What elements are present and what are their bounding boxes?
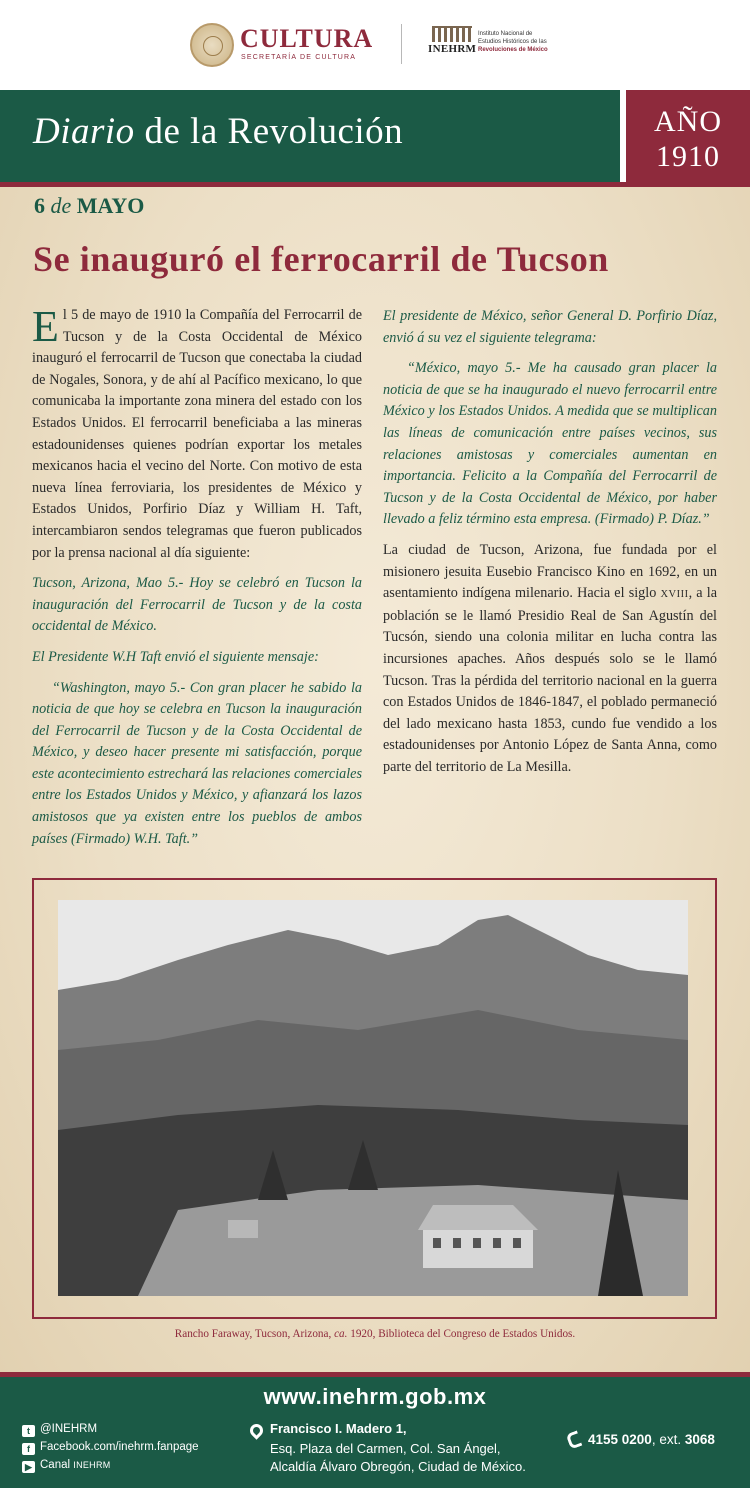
history-text-b: , a la población se le llamó Presidio Real de San Agustín del Tucsón, siendo una colonia militar en lucha contra las incursiones apaches. Años después solo se le llamó Tucson. Tras la pérdida del territorio nacional en la guerra con Estados Unidos de 1846-1847, el poblado permaneció del lado mexicano hasta 1853, cundo fue vendido a los estadounidenses por Antonio López de Santa Anna, como parte del territorio de La Mesilla.: [383, 585, 717, 775]
twitter-handle: @INEHRM: [40, 1423, 98, 1435]
youtube-link[interactable]: [22, 1459, 111, 1473]
quote-taft-intro: El Presidente W.H Taft envió el siguiente mensaje:: [32, 648, 319, 665]
phone-number[interactable]: [588, 1432, 715, 1447]
cultura-logo-text: CULTURA: [240, 24, 374, 53]
youtube-icon: ▶: [22, 1461, 35, 1473]
historical-photo: [58, 900, 688, 1296]
secretaria-text: SECRETARÍA DE CULTURA: [241, 54, 357, 61]
quote-diaz-telegram: “México, mayo 5.- Me ha causado gran placer la noticia de que se ha inaugurado el nuevo ferrocarril entre México y los Estados Unidos. A medida que se multiplican las líneas de comunicación entre países vecinos, sus relaciones amistosas y comerciales aumentan en importancia. Felicito a la Compañía del Ferrocarril de Tucson y de la Costa Occidental de México, por haber llevado a feliz término esta empresa. (Firmado) P. Díaz.”: [383, 360, 717, 528]
drop-cap: E: [32, 302, 59, 351]
window: [453, 1238, 461, 1248]
series-title: [33, 110, 403, 153]
institute-line-2: Estudios Históricos de las: [478, 39, 547, 45]
date-month: MAYO: [76, 193, 145, 218]
address-line-1: Francisco I. Madero 1,: [270, 1421, 407, 1436]
website-link[interactable]: www.inehrm.gob.mx: [263, 1384, 487, 1409]
inehrm-acronym: INEHRM: [428, 43, 477, 55]
intro-paragraph: [32, 302, 362, 564]
series-title-rest: de la Revolución: [134, 111, 404, 152]
intro-text: l 5 de mayo de 1910 la Compañía del Ferrocarril de Tucson y de la Costa Occidental de México inauguró el ferrocarril de Tucson que conectaba la ciudad de Nogales, Sonora, y de ahí al Pacífico mexicano, lo que comunicaba la importante zona minera del estado con los Estados Unidos. El ferrocarril beneficiaba a las mineras estadounidenses quienes podrían exportar los metales mexicanos hacia el vecino del Norte. Con motivo de esta nueva línea ferroviaria, los presidentes de México y Estados Unidos, Porfirio Díaz y William H. Taft, intercambiaron sendos telegramas que fueron publicados por la prensa nacional al día siguiente:: [32, 307, 362, 561]
window: [433, 1238, 441, 1248]
outbuilding: [228, 1220, 258, 1238]
top-header: [0, 0, 750, 90]
facebook-url: Facebook.com/inehrm.fanpage: [40, 1441, 199, 1453]
address-line-2: Esq. Plaza del Carmen, Col. San Ángel,: [270, 1441, 501, 1456]
history-paragraph: [383, 540, 717, 779]
facebook-icon: f: [22, 1443, 35, 1455]
series-title-italic: Diario: [33, 111, 135, 152]
year-label: AÑO: [654, 105, 722, 138]
window: [493, 1238, 501, 1248]
left-column: [32, 302, 362, 859]
phone-ext: 3068: [684, 1432, 715, 1447]
phone-ext-label: , ext.: [651, 1432, 682, 1447]
ranch-house: [423, 1230, 533, 1268]
twitter-link[interactable]: [22, 1423, 97, 1437]
window: [513, 1238, 521, 1248]
photo-caption: [0, 1328, 750, 1340]
quote-diaz-intro: El presidente de México, señor General D. Porfirio Díaz, envió á su vez el siguiente telegrama:: [383, 308, 717, 346]
twitter-icon: t: [22, 1425, 35, 1437]
caption-part-a: Rancho Faraway, Tucson, Arizona,: [174, 1328, 335, 1340]
inehrm-logo: [428, 26, 476, 58]
quote-taft-telegram: “Washington, mayo 5.- Con gran placer he sabido la noticia de que hoy se celebra en Tucson la inauguración del Ferrocarril de Tucson y de la Costa Occidental de México, y deseo hacer presente mi satisfacción, porque este acontecimiento estrechará las relaciones comerciales entre los Estados Unidos y México, y afianzará los lazos amistosos que ya existen entre los pueblos de ambos países (Firmado) W.H. Taft.”: [32, 679, 362, 847]
year-value: 1910: [656, 140, 720, 173]
institute-line-1: Instituto Nacional de: [478, 31, 533, 37]
article-date: [34, 193, 144, 219]
date-day: 6: [34, 193, 45, 218]
phone-main: 4155 0200: [588, 1432, 652, 1447]
right-column: [383, 306, 717, 787]
history-text-a: La ciudad de Tucson, Arizona, fue fundada por el misionero jesuita Eusebio Francisco Kino en 1692, en un asentamiento indígena milenario. Hacia el siglo: [383, 541, 717, 602]
inehrm-building-icon: [432, 26, 472, 42]
window: [473, 1238, 481, 1248]
institute-line-3: Revoluciones de México: [478, 47, 548, 53]
century-numeral: XVIII: [660, 589, 689, 601]
landscape-illustration: [58, 900, 688, 1296]
caption-ca: ca.: [334, 1328, 348, 1340]
canal-label: Canal: [40, 1459, 71, 1471]
seal-icon: [190, 23, 234, 67]
facebook-link[interactable]: [22, 1441, 199, 1455]
canal-name: INEHRM: [73, 1460, 111, 1470]
caption-part-b: 1920, Biblioteca del Congreso de Estados Unidos.: [347, 1328, 576, 1340]
quote-tucson: Tucson, Arizona, Mao 5.- Hoy se celebró en Tucson la inauguración del Ferrocarril de Tucson y de la costa occidental de México.: [32, 575, 362, 635]
institute-name: [478, 30, 548, 54]
address-line-3: Alcaldía Álvaro Obregón, Ciudad de México.: [270, 1459, 526, 1474]
date-de: de: [50, 193, 72, 218]
logo-divider: [401, 24, 402, 64]
headline: Se inauguró el ferrocarril de Tucson: [33, 239, 609, 279]
